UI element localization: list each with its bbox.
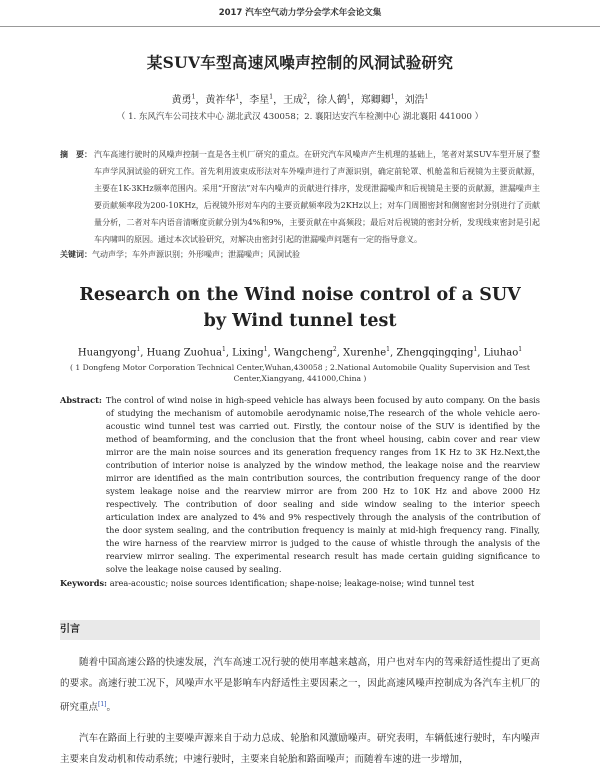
english-author-name: Huang Zuohua xyxy=(146,347,222,359)
english-keywords-label: Keywords: xyxy=(60,578,108,589)
chinese-abstract-label: 摘 要： xyxy=(60,150,92,159)
chinese-author-name: 刘浩 xyxy=(404,95,425,106)
english-authors: Huangyong$^1$, Huang Zuohua$^1$, Lixing$^1$, Wangcheng$^2$, Xurenhe$^1$, Zhengqingqing$^1$, Liuhao$^1$ xyxy=(77,346,523,359)
english-keywords-text: area-acoustic; noise sources identification; shape-noise; leakage-noise; wind tunnel test xyxy=(109,578,475,589)
intro-paragraph-1-text: 随着中国高速公路的快速发展，汽车高速工况行驶的使用率越来越高，用户也对车内的驾乘舒适性提出了更高的要求。高速行驶工况下，风噪声水平是影响车内舒适性主要因素之一，因此高速风噪声控制成为各汽车主机厂的研究重点 xyxy=(60,657,540,714)
english-author-affiliation-index: 1 xyxy=(136,346,141,353)
english-author-name: Huangyong xyxy=(77,347,137,359)
chinese-author-affiliation-index: 2 xyxy=(303,93,307,101)
english-author-name: Liuhao xyxy=(483,347,519,359)
english-author-affiliation-index: 1 xyxy=(473,346,478,353)
english-author-affiliation-index: 1 xyxy=(221,346,226,353)
english-title-line-2: by Wind tunnel test xyxy=(203,311,397,331)
running-header: 2017 汽车空气动力学分会学术年会论文集 xyxy=(0,0,600,27)
intro-paragraph-2: 汽车在路面上行驶的主要噪声源来自于动力总成、轮胎和风激励噪声。研究表明，车辆低速行驶时，车内噪声主要来自发动机和传动系统；中速行驶时，主要来自轮胎和路面噪声；而随着车速的进一步增加， xyxy=(60,732,540,765)
chinese-author-affiliation-index: 1 xyxy=(191,93,196,101)
english-author-affiliation-index: 1 xyxy=(518,346,523,353)
chinese-author-affiliation-index: 1 xyxy=(235,93,240,101)
english-author-affiliation-index: 1 xyxy=(386,346,390,353)
chinese-author-affiliation-index: 1 xyxy=(390,93,395,101)
chinese-keywords-label: 关键词： xyxy=(60,250,92,259)
english-affiliation: ( 1 Dongfeng Motor Corporation Technical Center,Wuhan,430058 ; 2.National Automobile Quality Supervision and Test Center,Xiangyang, 441000,China ) xyxy=(70,363,530,384)
citation-link[interactable]: [1] xyxy=(98,701,107,709)
chinese-abstract-text: 汽车高速行驶时的风噪声控制一直是各主机厂研究的重点。在研究汽车风噪声产生机理的基础上，笔者对某SUV车型开展了整车声学风洞试验的研究工作。首先利用波束成形法对车外噪声进行了声源识别，确定前轮罩、机舱盖和后视镜为主要贡献源，主要在1K-3KHz频率范围内。采用“开窗法”对车内噪声的贡献进行排序，发现泄漏噪声和后视镜是主要的贡献源，泄漏噪声主要贡献频率段为200-10KHz，后视镜外形对车内的主要贡献频率段为2KHz以上；对车门周圈密封和侧窗密封分别进行了贡献量分析，二者对车内语音清晰度贡献分别为4%和9%，主要贡献在中高频段；最后对后视镜的密封分析，发现线束密封是引起车内啸叫的原因。通过本次试验研究，对解决由密封引起的泄漏噪声问题有一定的指导意义。 xyxy=(94,150,540,244)
intro-paragraph-1-end: 。 xyxy=(106,702,117,714)
english-abstract-text: The control of wind noise in high-speed vehicle has always been focused by auto company. On the basis of studying the mechanism of automobile aerodynamic noise,The research of the whole vehicle aero-acoustic wind tunnel test was carried out. Firstly, the contour noise of the SUV is identified by the method of beamforming, and the conclusion that the front wheel housing, cabin cover and rear view mirror are the main noise sources and its generation frequency ranges from 1K Hz to 3K Hz.Next,the contribution of interior noise is analyzed by the window method, the leakage noise and the rearview mirror are identified as the main contribution sources, the contribution frequency range of the door system leakage noise and the rearview mirror are from 200 Hz to 10K Hz and above 2000 Hz respectively. The contribution of door sealing and side window sealing to the interior speech articulation index are analyzed to 4% and 9% respectively through the analysis of the contribution of the door system sealing, and the contribution frequency is mainly at mid-high frequency rang. Finally, the wire harness of the rearview mirror is judged to the cause of whistle through the analysis of the rearview mirror sealing. The experimental research result has made certain guiding significance to solve the leakage noise caused by sealing. xyxy=(105,395,540,575)
chinese-author-name: 黄祚华 xyxy=(205,95,236,106)
chinese-authors: 黄勇$^1$，黄祚华$^1$，李星$^1$，王成$^2$，徐人鹤$^1$，郑卿卿$^1$，刘浩$^1$ xyxy=(171,93,429,106)
english-title xyxy=(60,282,540,334)
english-author-affiliation-index: 1 xyxy=(263,346,268,353)
chinese-author-name: 郑卿卿 xyxy=(360,95,391,106)
section-heading-introduction: 引言 xyxy=(60,620,540,640)
english-title-line-1: Research on the Wind noise control of a SUV xyxy=(79,285,521,305)
chinese-affiliation: （ 1. 东风汽车公司技术中心 湖北武汉 430058；2. 襄阳达安汽车检测中心 湖北襄阳 441000 ） xyxy=(116,112,484,122)
english-abstract xyxy=(60,394,540,576)
chinese-keywords xyxy=(60,249,540,260)
chinese-author-name: 王成 xyxy=(283,95,304,106)
english-keywords xyxy=(60,577,540,590)
chinese-keywords-text: 气动声学；车外声源识别；外形噪声；泄漏噪声；风洞试验 xyxy=(92,250,300,259)
english-author-affiliation-index: 2 xyxy=(332,346,337,353)
english-abstract-label: Abstract: xyxy=(60,395,102,406)
english-author-name: Lixing xyxy=(232,347,264,359)
chinese-author-affiliation-index: 1 xyxy=(269,93,274,101)
chinese-author-name: 李星 xyxy=(249,95,270,106)
chinese-title: 某SUV车型高速风噪声控制的风洞试验研究 xyxy=(146,53,454,72)
chinese-abstract xyxy=(60,146,540,248)
chinese-author-affiliation-index: 1 xyxy=(424,93,429,101)
intro-paragraph-1 xyxy=(60,652,540,718)
english-author-name: Zhengqingqing xyxy=(396,347,474,359)
chinese-author-name: 黄勇 xyxy=(171,95,192,106)
chinese-author-affiliation-index: 1 xyxy=(346,93,351,101)
paper-page xyxy=(0,51,600,770)
chinese-author-name: 徐人鹤 xyxy=(316,95,347,106)
english-author-name: Wangcheng xyxy=(273,347,333,359)
english-author-name: Xurenhe xyxy=(343,347,387,359)
